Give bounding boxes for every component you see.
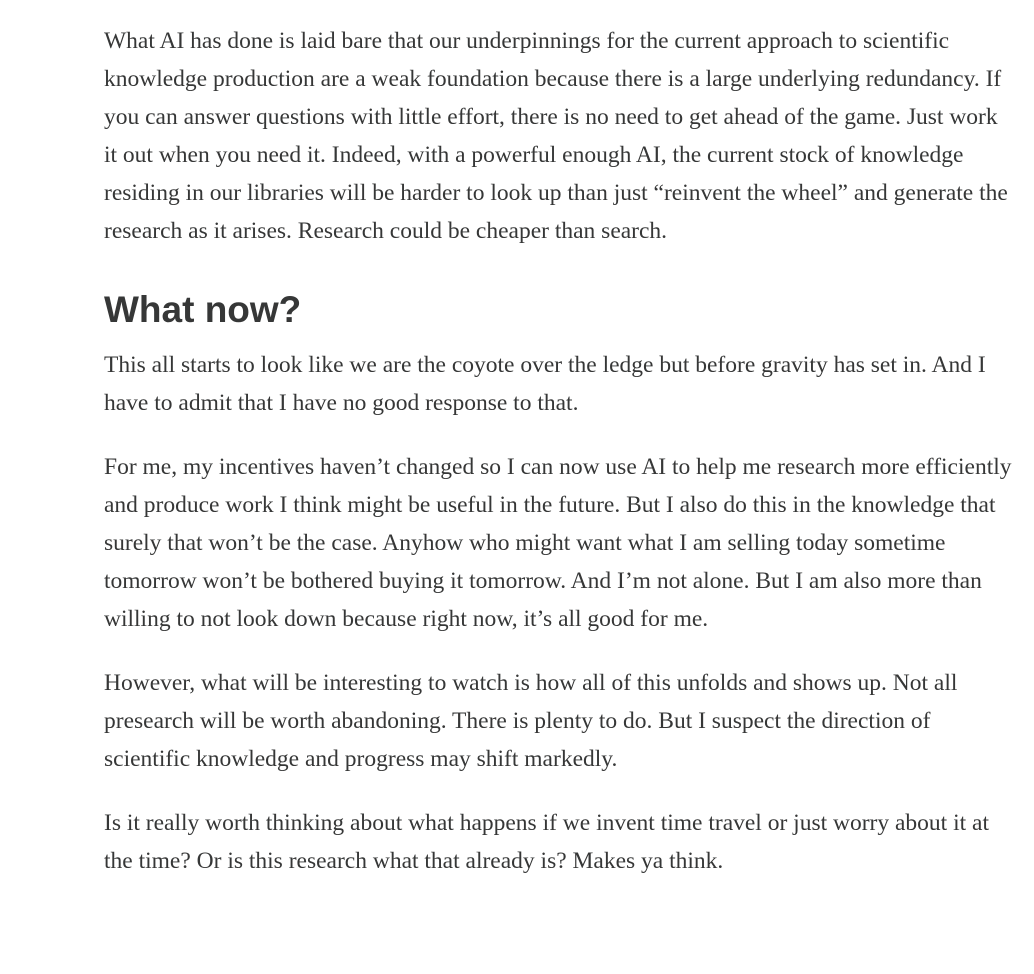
article-paragraph: What AI has done is laid bare that our underpinnings for the current approach to scientific knowledge production are a weak foundation because there is a large underlying redundancy. If you can answer questions with little effort, there is no need to get ahead of the game. Just work it out when you need it. Indeed, with a powerful enough AI, the current stock of knowledge residing in our libraries will be harder to look up than just “reinvent the wheel” and generate the research as it arises. Research could be cheaper than search. [104, 28, 1008, 244]
article-paragraph: However, what will be interesting to watch is how all of this unfolds and shows up. Not all presearch will be worth abandoning. There is plenty to do. But I suspect the direction of scientific knowledge and progress may shift markedly. [104, 670, 958, 772]
article-paragraph: This all starts to look like we are the coyote over the ledge but before gravity has set in. And I have to admit that I have no good response to that. [104, 352, 986, 416]
article-paragraph: Is it really worth thinking about what happens if we invent time travel or just worry about it at the time? Or is this research what that already is? Makes ya think. [104, 810, 989, 874]
article-paragraph: For me, my incentives haven’t changed so I can now use AI to help me research more efficiently and produce work I think might be useful in the future. But I also do this in the knowledge that surely that won’t be the case. Anyhow who might want what I am selling today sometime tomorrow won’t be bothered buying it tomorrow. And I’m not alone. But I am also more than willing to not look down because right now, it’s all good for me. [104, 454, 1012, 632]
article-body [104, 22, 1014, 906]
section-heading: What now? [104, 289, 302, 330]
